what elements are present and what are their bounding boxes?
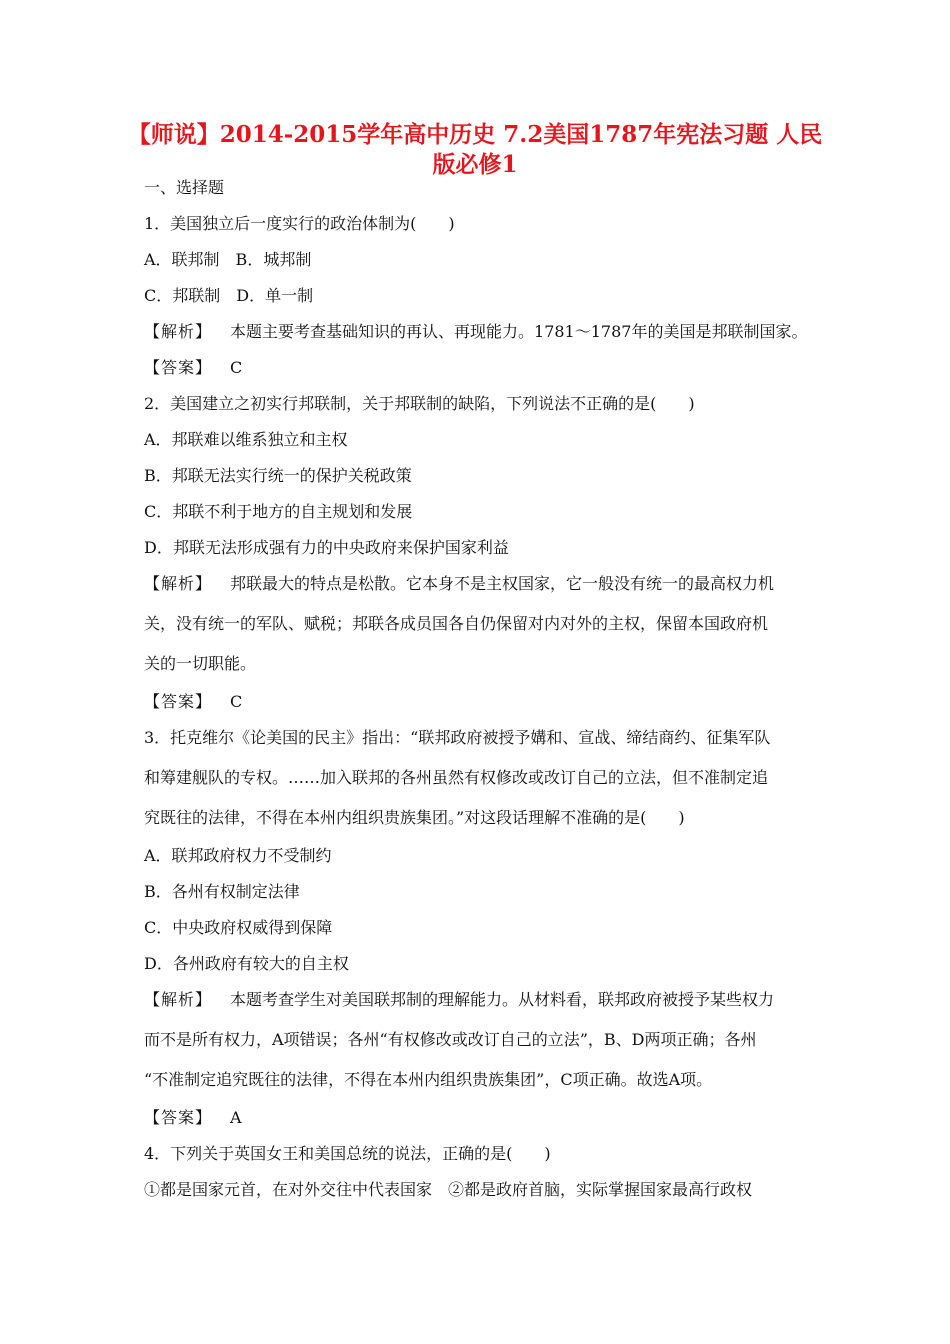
q2-answer: [144, 692, 242, 712]
q1-analysis: [144, 322, 807, 342]
analysis-label: 【解析】: [144, 574, 213, 593]
answer-label: 【答案】: [144, 1108, 213, 1127]
q2-stem: 2．美国建立之初实行邦联制，关于邦联制的缺陷，下列说法不正确的是( ): [144, 394, 695, 413]
q3-stem-line-1: 3．托克维尔《论美国的民主》指出：“联邦政府被授予媾和、宣战、缔结商约、征集军队: [144, 728, 771, 747]
q3-analysis: [144, 990, 774, 1010]
q1-answer-value: C: [230, 358, 243, 377]
section-heading: 一、选择题: [144, 178, 225, 197]
q2-analysis-text-1: 邦联最大的特点是松散。它本身不是主权国家，它一般没有统一的最高权力机: [230, 574, 775, 593]
q2-option-d: D．邦联无法形成强有力的中央政府来保护国家利益: [144, 538, 509, 557]
q2-analysis-line-3: 关的一切职能。: [144, 654, 257, 673]
answer-label: 【答案】: [144, 692, 213, 711]
q2-option-b: B．邦联无法实行统一的保护关税政策: [144, 466, 412, 485]
q3-option-c: C．中央政府权威得到保障: [144, 918, 333, 937]
q2-analysis: [144, 574, 774, 594]
q3-stem-line-3: 究既往的法律，不得在本州内组织贵族集团。”对这段话理解不准确的是( ): [144, 808, 685, 827]
q1-stem: 1．美国独立后一度实行的政治体制为( ): [144, 214, 455, 233]
q1-answer: [144, 358, 242, 378]
analysis-label: 【解析】: [144, 990, 213, 1009]
q3-option-b: B．各州有权制定法律: [144, 882, 300, 901]
q2-option-c: C．邦联不利于地方的自主规划和发展: [144, 502, 413, 521]
q1-options-cd: C．邦联制 D．单一制: [144, 286, 314, 305]
analysis-label: 【解析】: [144, 322, 213, 341]
title-line-1: 【师说】2014-2015学年高中历史 7.2美国1787年宪法习题 人民: [127, 121, 823, 148]
q2-option-a: A．邦联难以维系独立和主权: [144, 430, 348, 449]
q3-option-d: D．各州政府有较大的自主权: [144, 954, 349, 973]
q3-option-a: A．联邦政府权力不受制约: [144, 846, 332, 865]
q3-answer: [144, 1108, 242, 1128]
q2-analysis-line-2: 关，没有统一的军队、赋税；邦联各成员国各自仍保留对内对外的主权，保留本国政府机: [144, 614, 769, 633]
document-title: [100, 120, 850, 180]
q3-analysis-text-1: 本题考查学生对美国联邦制的理解能力。从材料看，联邦政府被授予某些权力: [230, 990, 775, 1009]
answer-label: 【答案】: [144, 358, 213, 377]
q4-stem: 4．下列关于英国女王和美国总统的说法，正确的是( ): [144, 1144, 551, 1163]
q3-answer-value: A: [230, 1108, 242, 1127]
title-line-2: 版必修1: [432, 151, 518, 178]
q1-analysis-text: 本题主要考查基础知识的再认、再现能力。1781～1787年的美国是邦联制国家。: [230, 322, 808, 341]
q4-items: ①都是国家元首，在对外交往中代表国家 ②都是政府首脑，实际掌握国家最高行政权: [144, 1180, 753, 1199]
q3-analysis-line-2: 而不是所有权力，A项错误；各州“有权修改或改订自己的立法”，B、D两项正确；各州: [144, 1030, 757, 1049]
q1-options-ab: A．联邦制 B．城邦制: [144, 250, 312, 269]
q3-analysis-line-3: “不准制定追究既往的法律，不得在本州内组织贵族集团”，C项正确。故选A项。: [144, 1070, 713, 1089]
q3-stem-line-2: 和筹建舰队的专权。……加入联邦的各州虽然有权修改或改订自己的立法，但不准制定追: [144, 768, 769, 787]
q2-answer-value: C: [230, 692, 243, 711]
